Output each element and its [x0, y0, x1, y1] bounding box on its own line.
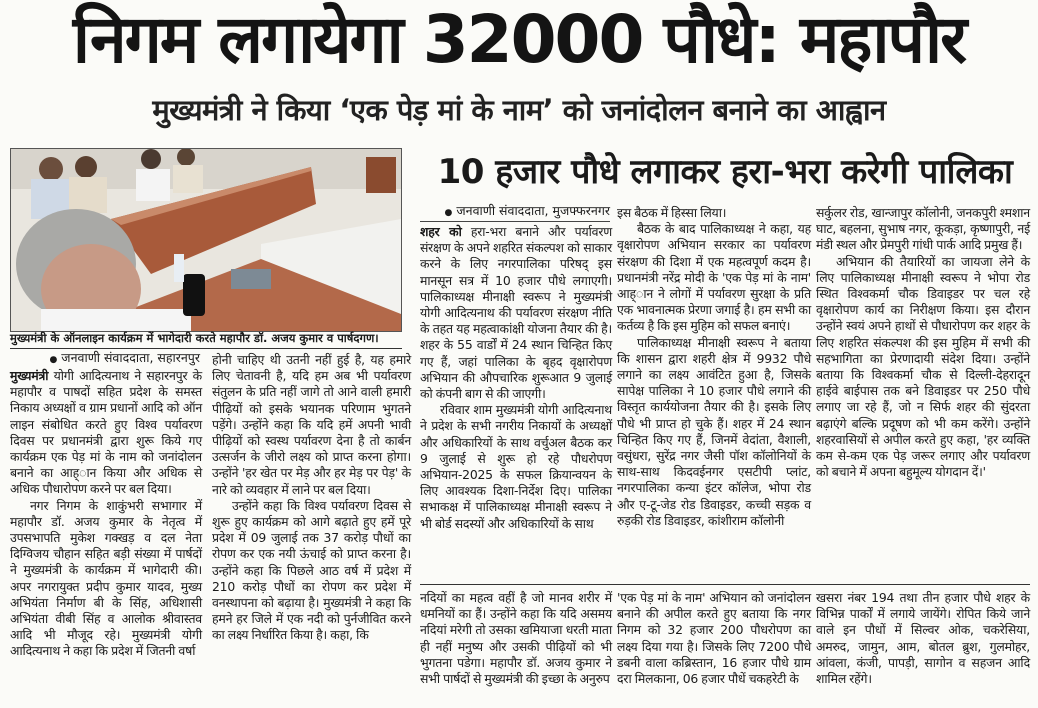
main-headline: निगम लगायेगा 32000 पौधे: महापौर	[72, 1, 966, 78]
left-byline	[10, 350, 200, 368]
paragraph: नदियों का महत्व वहीं है जो मानव शरीर में धमनियों का हैं। उन्होंने कहा कि यदि असमय नदियां मरेगी तो उसका खमियाजा धरती माता ही नहीं मनुष्य और उसकी पीढ़ियों को भी भुगतना पडेगा। महापौर डॉ. अजय कुमार ने सभी पार्षदों से मुख्यमंत्री की इच्छा के अनुरुप	[420, 590, 612, 687]
paragraph: बैठक के बाद पालिकाध्यक्ष ने कहा, यह वृक्षारोपण अभियान सरकार का पर्यावरण संरक्षण की दिशा में एक महत्वपूर्ण कदम है। प्रधानमंत्री नरेंद्र मोदी के 'एक पेड़ मां के नाम' आह्ान ने लोगों में पर्यावरण सुरक्षा के प्रति एक भावनात्मक प्रेरणा जगाई है। हम सभी का कर्तव्य है कि इस मुहिम को सफल बनाएं।	[617, 221, 811, 334]
left-article-col4	[617, 590, 811, 687]
paragraph: योगी आदित्यनाथ ने सहारनपुर के महापौर व पाषदों सहित प्रदेश के समस्त निकाय अध्यक्षों व ग्राम प्रधानों आदि को ऑन लाइन संबोधित करते हुए विश्व पर्यावरण दिवस पर प्रधानमंत्री द्वारा शुरू किये गए कार्यक्रम एक पेड़ मां के नाम को जनांदोलन बनाने का आह्ान किया और अधिक से अधिक पौधारोपण करने पर बल दिया।	[10, 368, 202, 497]
byline-text: जनवाणी संवाददाता, मुजफ्फरनगर	[456, 203, 610, 218]
left-article-col5	[816, 590, 1030, 687]
right-article-col1	[420, 224, 612, 532]
bullet-icon: ●	[49, 355, 58, 365]
meeting-photo-illustration	[11, 149, 401, 331]
paragraph: पालिकाध्यक्ष मीनाक्षी स्वरूप ने बताया कि शासन द्वारा शहरी क्षेत्र में 9932 पौधे लगाने का लक्ष्य आवंटित हुआ है, जिसके सापेक्ष पालिका ने 10 हजार पौधे लगाने की विस्तृत कार्ययोजना तैयार की है। इसके लिए पौधे भी प्राप्त हो चुके हैं। शहर में 24 स्थान चिन्हित किए गए हैं, जिनमें वेदांता, वैशाली, वसुंधरा, सुरेंद्र नगर जैसी पॉश कॉलोनियों के साथ-साथ किदवईनगर एसटीपी प्लांट, नगरपालिका कन्या इंटर कॉलेज, भोपा रोड और ए-टू-जेड रोड डिवाइडर, कच्ची सड़क व रुड़की रोड डिवाइडर, कांशीराम कॉलोनी	[617, 334, 811, 528]
left-article-col2	[212, 352, 411, 644]
sub-headline: मुख्यमंत्री ने किया ‘एक पेड़ मां के नाम’ को जनांदोलन बनाने का आह्वान	[152, 93, 886, 127]
paragraph: 'एक पेड़ मां के नाम' अभियान को जनांदोलन बनाने की अपील करते हुए बताया कि नगर निगम को 32 हजार 200 पौधरोपण का लक्ष्य दिया गया है। जिसके लिए 7200 पौधे डबनी वाला कब्रिस्तान, 16 हजार पौधे ग्राम दरा मिलकाना, 06 हजार पौधें चकहरेटी के	[617, 590, 811, 687]
paragraph: हरा-भरा बनाने और पर्यावरण संरक्षण के अपने शहरित संकल्पश को साकार करने के लिए नगरपालिका परिषद् इस मानसून सत्र में 10 हजार पौधे लगाएगी। पालिकाध्यक्ष मीनाक्षी स्वरूप ने मुख्यमंत्री योगी आदित्यनाथ की पर्यावरण संरक्षण नीति के तहत यह महत्वाकांक्षी योजना तैयार की है। शहर के 55 वार्डों में 24 स्थान चिन्हित किए गए हैं, जहां पालिका के बृहद वृक्षारोपण अभियान की औपचारिक शुरूआत 9 जुलाई को कंपनी बाग से की जाएगी।	[420, 224, 612, 402]
paragraph: अभियान की तैयारियों का जायजा लेने के लिए पालिकाध्यक्ष मीनाक्षी स्वरूप ने भोपा रोड स्थित विश्वकर्मा चौक डिवाइडर पर चल रहे वृक्षारोपण कार्य का निरीक्षण किया। इस दौरान उन्होंने स्वयं अपने हाथों से पौधारोपण कर शहर के लिए शहरित संकल्पश की इस मुहिम में सभी की सहभागिता का प्रेरणादायी संदेश दिया। उन्होंने बताया कि विश्वकर्मा चौक से दिल्ली-देहरादून हाईवे बाईपास तक बने डिवाइडर पर 250 पौधे लगाए जा रहे हैं, जो न सिर्फ शहर की सुंदरता बढ़ाएंगे बल्कि प्रदूषण को भी कम करेंगे। उन्होंने शहरवासियों से अपील करते हुए कहा, 'हर व्यक्ति कम से-कम एक पेड़ जरूर लगाए और पर्यावरण को बचाने में अपना बहुमूल्य योगदान दें।'	[816, 253, 1030, 480]
lead-word: शहर को	[420, 224, 462, 239]
bullet-icon: ●	[444, 208, 453, 218]
section-divider	[420, 584, 1030, 585]
left-article-col1	[10, 368, 202, 660]
right-byline	[420, 203, 610, 222]
lead-word: मुख्यमंत्री	[10, 368, 49, 383]
paragraph: इस बैठक में हिस्सा लिया।	[617, 205, 727, 220]
paragraph: नगर निगम के शाकुंभरी सभागार में महापौर डॉ. अजय कुमार के नेतृत्व में उपसभापति मुकेश गक्खड़ व दल नेता दिग्विजय चौहान सहित बड़ी संख्या में पार्षदों ने मुख्यमंत्री के कार्यक्रम में भागेदारी की। अपर नगरायुक्त प्रदीप कुमार यादव, मुख्य अभियंता निर्माण बी के सिंह, अधिशासी अभियंता वीबी सिंह व आलोक श्रीवास्तव आदि भी मौजूद रहे। मुख्यमंत्री योगी आदित्यनाथ ने कहा कि प्रदेश में जितनी वर्षा	[10, 497, 202, 659]
paragraph: खसरा नंबर 194 तथा तीन हजार पौधे शहर के विभिन्न पार्कों में लगाये जायेंगे। रोपित किये जाने वाले इन पौधों में सिल्वर ओक, चकरेसिया, अमरुद, जामुन, आम, बोतल ब्रुश, गुलमोहर, आंवला, कंजी, पापड़ी, सागोन व सहजन आदि शामिल रहेंगे।	[816, 590, 1030, 687]
paragraph: सर्कुलर रोड, खान्जापुर कॉलोनी, जनकपुरी श्मशान घाट, बहलना, सुभाष नगर, कूकड़ा, कृष्णापुरी, नई मंडी स्थल और प्रेमपुरी गांधी पार्क आदि प्रमुख हैं।	[816, 205, 1030, 253]
right-article-col3	[816, 205, 1030, 480]
paragraph: उन्होंने कहा कि विश्व पर्यावरण दिवस से शुरू हुए कार्यक्रम को आगे बढ़ाते हुए हमें पूरे प्रदेश में 09 जुलाई तक 37 करोड़ पौधों का रोपण कर एक नयी ऊंचाई को प्राप्त करना है। उन्होंने कहा कि पिछले आठ वर्ष में प्रदेश में 210 करोड़ पौधों का रोपण कर प्रदेश में वनस्थापना को बढ़ाया है। मुख्यमंत्री ने कहा कि हमने हर जिले में एक नदी को पुर्नजीवित करने का लक्ष्य निर्धारित किया है। कहा, कि	[212, 497, 411, 643]
byline-text: जनवाणी संवाददाता, सहारनपुर	[61, 350, 200, 365]
photo-caption: मुख्यमंत्री के ऑनलाइन कार्यक्रम में भागेदारी करते महापौर डॉ. अजय कुमार व पार्षदगण।	[10, 330, 402, 349]
right-article-col2	[617, 205, 811, 529]
left-article-col3	[420, 590, 612, 687]
right-headline: 10 हजार पौधे लगाकर हरा-भरा करेगी पालिका	[437, 152, 1013, 192]
news-photo	[10, 148, 402, 332]
paragraph: रविवार शाम मुख्यमंत्री योगी आदित्यनाथ ने प्रदेश के सभी नगरीय निकायों के अध्यक्षों और अधिकारियों के साथ वर्चुअल बैठक कर 9 जुलाई से शुरू हो रहे पौधरोपण अभियान-2025 के सफल क्रियान्वयन के लिए आवश्यक दिशा-निर्देश दिए। पालिका सभाकक्ष में पालिकाध्यक्ष मीनाक्षी स्वरूप ने भी बोर्ड सदस्यों और अधिकारियों के साथ	[420, 402, 612, 531]
paragraph: होनी चाहिए थी उतनी नहीं हुई है, यह हमारे लिए चेतावनी है, यदि हम अब भी पर्यावरण संतुलन के प्रति नहीं जागे तो आने वाली हमारी पीढ़ियों को इसके भयानक परिणाम भुगतने पड़ेंगे। उन्होंने कहा कि यदि हमें अपनी भावी पीढ़ियों को स्वस्थ पर्यावरण देना है तो कार्बन उत्सर्जन के जीरो लक्ष्य को प्राप्त करना होगा। उन्होंने 'हर खेत पर मेड़ और हर मेड़ पर पेड़' के नारे को व्यवहार में लाने पर बल दिया।	[212, 352, 411, 497]
